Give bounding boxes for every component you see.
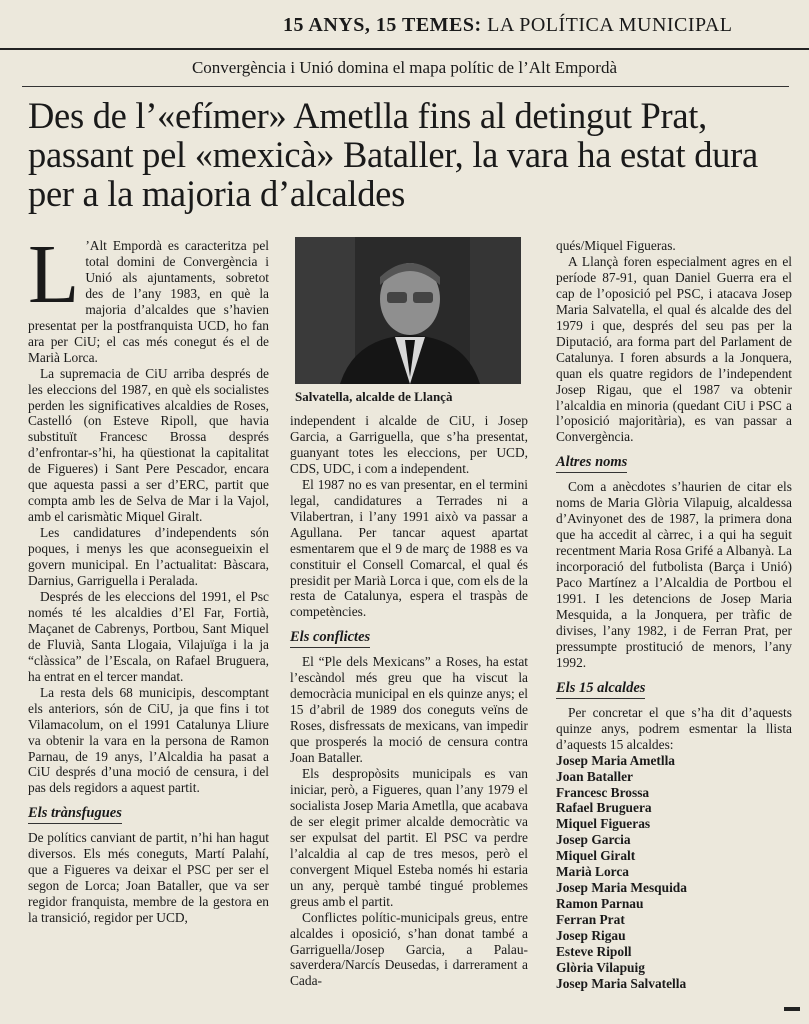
list-item: Josep Rigau	[556, 928, 626, 944]
column-3	[556, 238, 792, 992]
column-1	[28, 228, 269, 926]
paragraph: Els despropòsits municipals es van iniciar, però, a Figueres, quan l’any 1979 el socialista Josep Maria Ametlla, que acabava de ser elegit primer alcalde democràtic va ser expulsat del partit. El PSC va perdre l’alcaldia al cap de tres mesos, però el convergent Miquel Esteba només hi estaria un any, perquè també tingué problemes greus amb el partit.	[290, 766, 528, 909]
subheading-altres-noms: Altres noms	[556, 455, 627, 473]
paragraph: Per concretar el que s’ha dit d’aquests quinze anys, podrem esmentar la llista d’aquests 15 alcaldes:	[556, 704, 792, 752]
paragraph: ’Alt Empordà es caracteritza pel total domini de Convergència i Unió als ajuntaments, sobretot des de l’any 1983, en què la majoria d’alcaldes que s’havien presentat per la postfranquista UCD, ho fan ara per CiU; el cas més conegut és el de Marià Lorca.	[28, 238, 269, 365]
list-item: Esteve Ripoll	[556, 944, 632, 960]
section-label: LA POLÍTICA MUNICIPAL	[487, 14, 733, 36]
list-item: Marià Lorca	[556, 864, 630, 880]
paragraph: El “Ple dels Mexicans” a Roses, ha estat l’escàndol més greu que ha viscut la democràcia municipal en els quinze anys; el 15 d’abril de 1989 dos coneguts veïns de Roses, disfressats de mexicans, van impedir que prosperés la moció de censura contra Joan Bataller.	[290, 654, 528, 766]
paragraph: Després de les eleccions del 1991, el Psc només té les alcaldies d’El Far, Fortià, Maçanet de Cabrenys, Portbou, Sant Miquel de Fluvià, Santa Llogaia, Vilajuïga i la ja “clàssica” de l’Escala, on Rafael Bruguera, ha entrat en el tercer mandat.	[28, 588, 269, 684]
list-item: Ramon Parnau	[556, 896, 644, 912]
headline: Des de l’«efímer» Ametlla fins al detingut Prat, passant pel «mexicà» Bataller, la vara ha estat dura per a la majoria d’alcaldes	[28, 95, 758, 214]
end-mark	[784, 1007, 800, 1011]
list-item: Josep Maria Salvatella	[556, 975, 687, 991]
paragraph: Com a anècdotes s’haurien de citar els noms de Maria Glòria Vilapuig, alcaldessa d’Avinyonet des de 1987, la primera dona que ha accedit al càrrec, i a qui ha seguit recentment Maria Rosa Grifé a Albanyà. La incorporació del futbolista (Barça i Unió) Paco Martínez a l’Alcaldia de Portbou el 1991. I les detencions de Josep Maria Mesquida, a la Jonquera, per tràfic de divises, l’any 1982, i de Ferran Prat, per pressumpte prostitució de menors, l’any 1992.	[556, 479, 792, 670]
paragraph: A Llançà foren especialment agres en el període 87-91, quan Daniel Guerra era el cap de l’oposició pel PSC, i atacava Josep Maria Salvatella, el qual és alcalde des del 1979 i que, després del seu pas per la Diputació, ara forma part del Parlament de Catalunya. I foren absurds a la Jonquera, quan els quatre regidors de l’independent Josep Rigau, que el 1987 va obtenir l’alcaldia en minoria (quedant CiU i PSC a l’oposició majoritària), es van passar a Convergència.	[556, 253, 792, 445]
section-header	[0, 0, 809, 50]
kicker: Convergència i Unió domina el mapa polític de l’Alt Empordà	[191, 58, 618, 77]
list-item: Joan Bataller	[556, 768, 633, 784]
paragraph: La supremacia de CiU arriba després de les eleccions del 1987, en què els socialistes perden les significatives alcaldies de Roses, Castelló (on Esteve Ripoll, que havia substituït Francesc Brossa després d’enfrontar-s’hi, ha qüestionat la capitalitat de Figueres) i Sant Pere Pescador, encara que aquesta passi a ser d’ERC, partit que compta amb les de Selva de Mar i la Vajol, amb el carismàtic Miquel Giralt.	[28, 365, 269, 525]
subheading-conflictes: Els conflictes	[290, 630, 370, 648]
list-item: Rafael Bruguera	[556, 800, 652, 816]
list-item: Josep Maria Mesquida	[556, 880, 687, 896]
paragraph: De polítics canviant de partit, n’hi han hagut diversos. Els més coneguts, Martí Palahí, que a Figueres va deixar el PSC per ser el segon de Lorca; Joan Bataller, que va ser regidor franquista, membre de la gestora en la transició, regidor per UCD,	[28, 830, 269, 926]
paragraph: El 1987 no es van presentar, en el termini legal, candidatures a Terrades ni a Vilabertran, i l’any 1991 això va passar a Agullana. Per tancar aquest apartat esmentarem que el 9 de març de 1988 es va constituir el Consell Comarcal, el qual és presidit per Marià Lorca i que, com els de la resta de Catalunya, espera el traspàs de competències.	[290, 476, 528, 620]
column-2	[290, 413, 528, 989]
subheading-15-alcaldes: Els 15 alcaldes	[556, 681, 645, 699]
list-item: Francesc Brossa	[556, 784, 650, 800]
mayor-list	[556, 753, 792, 992]
series-label: 15 ANYS, 15 TEMES:	[283, 14, 482, 36]
paragraph: Les candidatures d’independents són poques, i menys les que aconsegueixin el govern municipal. En l’actualitat: Bàscara, Darnius, Garriguella i Peralada.	[28, 525, 269, 589]
paragraph: independent i alcalde de CiU, i Josep Garcia, a Garriguella, que s’ha presentat, guanyant totes les eleccions, per UCD, CDS, UDC, i com a independent.	[290, 413, 528, 476]
portrait-image	[295, 237, 521, 384]
subheading-transfugues: Els trànsfugues	[28, 806, 122, 824]
photo-caption: Salvatella, alcalde de Llançà	[295, 389, 453, 404]
kicker-rule	[22, 86, 789, 87]
list-item: Miquel Figueras	[556, 816, 651, 832]
list-item: Ferran Prat	[556, 912, 625, 928]
photo-salvatella	[295, 237, 521, 384]
paragraph: qués/Miquel Figueras.	[556, 238, 676, 253]
list-item: Josep Garcia	[556, 832, 631, 848]
paragraph: Conflictes polític-municipals greus, entre alcaldes i oposició, s’han donat també a Garriguella/Josep Garcia, a Palau-saverdera/Narcís Deusedas, i darrerament a Cada-	[290, 909, 528, 989]
paragraph: La resta dels 68 municipis, descomptant els anteriors, són de CiU, ja que fins i tot Vilamacolum, on el 1991 Catalunya Lliure va obtenir la vara en la persona de Ramon Parnau, de 19 anys, l’Alcaldia ha pasat a CiU després d’una moció de censura, i del pas dels regidors a aquest partit.	[28, 684, 269, 796]
list-item: Glòria Vilapuig	[556, 959, 645, 975]
series-title	[283, 14, 733, 37]
list-item: Josep Maria Ametlla	[556, 752, 676, 768]
drop-cap: L	[28, 228, 80, 321]
list-item: Miquel Giralt	[556, 848, 636, 864]
